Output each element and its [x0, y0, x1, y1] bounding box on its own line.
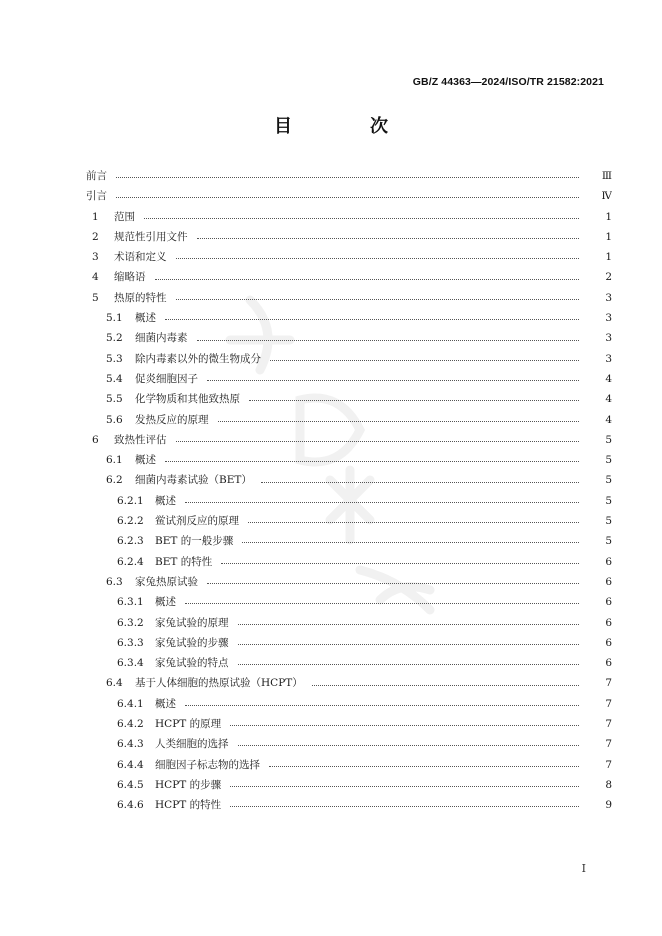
toc-entry-title: 概述 — [155, 596, 176, 609]
toc-leader-dots — [185, 704, 579, 706]
toc-entry-title: 前言 — [86, 170, 107, 182]
toc-entry-title: BET 的特性 — [155, 555, 213, 568]
toc-entry-title: 细菌内毒素 — [135, 332, 188, 345]
toc-entry[interactable] — [86, 552, 612, 572]
toc-entry-title: HCPT 的步骤 — [155, 778, 222, 791]
toc-entry[interactable] — [86, 430, 612, 450]
toc-entry[interactable] — [86, 511, 612, 531]
toc-entry-page: 6 — [605, 636, 612, 649]
toc-entry[interactable] — [86, 795, 612, 815]
toc-entry-page: 1 — [605, 230, 612, 243]
toc-entry-number: 1 — [92, 210, 99, 223]
toc-leader-dots — [116, 176, 579, 178]
toc-entry-title: 热原的特性 — [114, 291, 167, 304]
toc-entry-page: 6 — [605, 555, 612, 568]
toc-entry-title: HCPT 的原理 — [155, 718, 222, 731]
toc-entry-page: 3 — [605, 291, 612, 304]
toc-leader-dots — [238, 744, 580, 746]
toc-entry[interactable] — [86, 308, 612, 328]
toc-leader-dots — [155, 278, 580, 280]
toc-entry-page: 5 — [605, 454, 612, 467]
toc-entry-number: 5.2 — [106, 332, 123, 345]
toc-leader-dots — [238, 623, 580, 625]
toc-entry-title: 致热性评估 — [114, 433, 167, 446]
toc-entry[interactable] — [86, 714, 612, 734]
toc-leader-dots — [176, 440, 580, 442]
toc-entry-number: 5.5 — [106, 393, 123, 406]
toc-leader-dots — [207, 379, 579, 381]
toc-entry-number: 5 — [92, 291, 99, 304]
toc-leader-dots — [207, 582, 579, 584]
toc-entry-title: 鲎试剂反应的原理 — [155, 515, 239, 528]
toc-entry[interactable] — [86, 633, 612, 653]
toc-entry-number: 6.4.1 — [117, 697, 144, 710]
toc-entry[interactable] — [86, 734, 612, 754]
page-title: 目 次 — [274, 116, 418, 137]
toc-leader-dots — [185, 602, 579, 604]
toc-entry-page: 4 — [605, 372, 612, 385]
toc-entry[interactable] — [86, 389, 612, 409]
toc-entry-title: 除内毒素以外的微生物成分 — [135, 352, 261, 365]
toc-entry-page: Ⅳ — [601, 190, 612, 203]
toc-entry-number: 6.4.5 — [117, 778, 144, 791]
toc-entry-page: 3 — [605, 312, 612, 325]
toc-entry-title: 家兔试验的特点 — [155, 657, 229, 670]
toc-entry-number: 6.4.3 — [117, 738, 144, 751]
toc-entry[interactable] — [86, 775, 612, 795]
toc-entry-page: 3 — [605, 332, 612, 345]
toc-entry-page: Ⅲ — [601, 170, 612, 182]
toc-entry[interactable] — [86, 592, 612, 612]
toc-entry-number: 6.4.6 — [117, 799, 144, 812]
toc-entry[interactable] — [86, 207, 612, 227]
toc-entry[interactable] — [86, 694, 612, 714]
toc-entry-page: 5 — [605, 535, 612, 548]
toc-entry-title: 缩略语 — [114, 271, 146, 284]
toc-entry-title: 家兔试验的步骤 — [155, 636, 229, 649]
toc-entry-title: 人类细胞的选择 — [155, 738, 229, 751]
toc-entry[interactable] — [86, 613, 612, 633]
toc-entry-title: 细菌内毒素试验（BET） — [135, 474, 252, 487]
toc-entry-page: 5 — [605, 494, 612, 507]
toc-entry[interactable] — [86, 653, 612, 673]
toc-entry-number: 6.3.2 — [117, 616, 144, 629]
toc-entry-page: 6 — [605, 616, 612, 629]
toc-entry-title: BET 的一般步骤 — [155, 535, 234, 548]
toc-entry[interactable] — [86, 410, 612, 430]
toc-entry-number: 5.6 — [106, 413, 123, 426]
toc-entry-number: 6.3.4 — [117, 657, 144, 670]
toc-entry-title: HCPT 的特性 — [155, 799, 222, 812]
toc-leader-dots — [270, 359, 579, 361]
toc-entry[interactable] — [86, 328, 612, 348]
toc-entry-title: 化学物质和其他致热原 — [135, 393, 240, 406]
toc-leader-dots — [242, 541, 579, 543]
toc-entry-page: 7 — [605, 718, 612, 731]
toc-entry-title: 细胞因子标志物的选择 — [155, 758, 260, 771]
toc-entry-page: 5 — [605, 474, 612, 487]
toc-entry[interactable] — [86, 227, 612, 247]
toc-leader-dots — [185, 501, 579, 503]
toc-entry-page: 1 — [605, 251, 612, 264]
toc-entry[interactable] — [86, 288, 612, 308]
toc-entry-number: 6.4 — [106, 677, 123, 690]
toc-entry[interactable] — [86, 673, 612, 693]
toc-entry-number: 6.3 — [106, 575, 123, 588]
toc-entry-number: 4 — [92, 271, 99, 284]
toc-entry-title: 术语和定义 — [114, 251, 167, 264]
toc-entry[interactable] — [86, 755, 612, 775]
toc-entry-number: 6.2.2 — [117, 515, 144, 528]
toc-entry-title: 概述 — [135, 312, 156, 325]
toc-entry-page: 5 — [605, 515, 612, 528]
toc-entry-number: 6.3.1 — [117, 596, 144, 609]
toc-leader-dots — [230, 724, 579, 726]
toc-entry-title: 规范性引用文件 — [114, 230, 188, 243]
toc-entry-number: 5.4 — [106, 372, 123, 385]
toc-entry[interactable] — [86, 572, 612, 592]
toc-entry-title: 概述 — [155, 697, 176, 710]
toc-entry-page: 4 — [605, 413, 612, 426]
toc-leader-dots — [165, 460, 579, 462]
toc-leader-dots — [144, 217, 579, 219]
doc-code-header: GB/Z 44363—2024/ISO/TR 21582:2021 — [412, 76, 604, 88]
toc-leader-dots — [248, 521, 579, 523]
toc-entry-number: 6.2 — [106, 474, 123, 487]
toc-entry-page: 7 — [605, 677, 612, 690]
toc-entry-page: 7 — [605, 697, 612, 710]
toc-entry-page: 9 — [605, 799, 612, 812]
toc-entry-number: 6.2.3 — [117, 535, 144, 548]
toc-entry-number: 6.4.4 — [117, 758, 144, 771]
toc-entry-page: 3 — [605, 352, 612, 365]
toc-entry-number: 6.2.1 — [117, 494, 144, 507]
toc-leader-dots — [197, 339, 580, 341]
toc-entry-page: 1 — [605, 210, 612, 223]
toc-entry-number: 2 — [92, 230, 99, 243]
toc-entry[interactable] — [86, 369, 612, 389]
toc-leader-dots — [176, 257, 580, 259]
toc-entry[interactable] — [86, 470, 612, 490]
toc-entry-page: 2 — [605, 271, 612, 284]
toc-entry-title: 促炎细胞因子 — [135, 372, 198, 385]
toc-entry[interactable] — [86, 349, 612, 369]
toc-entry-page: 7 — [605, 738, 612, 751]
toc-entry-title: 家兔试验的原理 — [155, 616, 229, 629]
toc-leader-dots — [261, 481, 579, 483]
toc-leader-dots — [230, 805, 579, 807]
toc-entry-page: 7 — [605, 758, 612, 771]
toc-entry-number: 6.1 — [106, 454, 123, 467]
toc-entry-number: 6 — [92, 433, 99, 446]
toc-entry[interactable] — [86, 267, 612, 287]
table-of-contents — [86, 166, 612, 816]
toc-leader-dots — [249, 399, 579, 401]
toc-entry-page: 5 — [605, 433, 612, 446]
toc-entry[interactable] — [86, 491, 612, 511]
toc-entry-title: 基于人体细胞的热原试验（HCPT） — [135, 677, 303, 690]
toc-entry-number: 6.4.2 — [117, 718, 144, 731]
toc-entry-title: 概述 — [135, 454, 156, 467]
toc-entry-page: 4 — [605, 393, 612, 406]
toc-entry-number: 5.1 — [106, 312, 123, 325]
toc-leader-dots — [312, 684, 579, 686]
toc-entry-number: 5.3 — [106, 352, 123, 365]
toc-leader-dots — [165, 318, 579, 320]
toc-leader-dots — [238, 663, 580, 665]
toc-leader-dots — [218, 420, 580, 422]
toc-entry-page: 6 — [605, 596, 612, 609]
toc-entry-number: 3 — [92, 251, 99, 264]
toc-leader-dots — [221, 562, 579, 564]
toc-entry-title: 引言 — [86, 190, 107, 203]
toc-entry-title: 概述 — [155, 494, 176, 507]
toc-leader-dots — [230, 785, 579, 787]
toc-entry-title: 范围 — [114, 210, 135, 223]
page-folio: Ⅰ — [581, 862, 586, 875]
toc-entry-page: 6 — [605, 575, 612, 588]
toc-entry-number: 6.2.4 — [117, 555, 144, 568]
toc-entry[interactable] — [86, 166, 612, 186]
toc-entry[interactable] — [86, 247, 612, 267]
toc-leader-dots — [238, 643, 580, 645]
toc-entry-page: 8 — [605, 778, 612, 791]
toc-entry-title: 家兔热原试验 — [135, 575, 198, 588]
toc-leader-dots — [116, 196, 579, 198]
toc-leader-dots — [269, 765, 579, 767]
toc-entry[interactable] — [86, 186, 612, 206]
toc-entry[interactable] — [86, 450, 612, 470]
toc-leader-dots — [176, 298, 580, 300]
toc-entry-number: 6.3.3 — [117, 636, 144, 649]
toc-leader-dots — [197, 237, 580, 239]
toc-entry[interactable] — [86, 531, 612, 551]
toc-entry-title: 发热反应的原理 — [135, 413, 209, 426]
toc-entry-page: 6 — [605, 657, 612, 670]
